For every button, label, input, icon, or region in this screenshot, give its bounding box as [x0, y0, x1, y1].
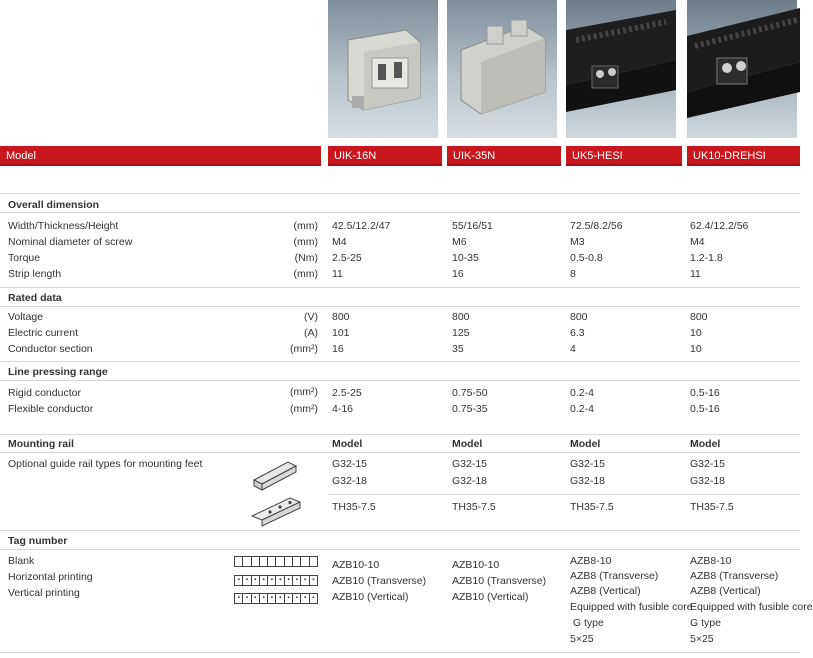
cell-rigid: 2.5-25 [332, 387, 362, 399]
cell-tag: AZB10 (Vertical) [332, 591, 409, 603]
section-overall-dimension: Overall dimension [8, 199, 100, 211]
divider [0, 193, 800, 194]
cell-tag: AZB10 (Transverse) [332, 575, 427, 587]
unit-width: (mm) [293, 220, 318, 232]
cell-flexible: 0.5-16 [690, 403, 720, 415]
section-mounting-rail: Mounting rail [8, 438, 74, 450]
cell-tag: 5×25 [690, 633, 714, 645]
cell-rail-g2: G32-18 [452, 475, 488, 487]
cell-tag: G type [690, 617, 721, 629]
cell-voltage: 800 [570, 311, 588, 323]
cell-rail-th: TH35-7.5 [690, 501, 734, 513]
divider [0, 361, 800, 362]
cell-screw: M3 [570, 236, 585, 248]
unit-current: (A) [304, 327, 318, 339]
row-label-flexible: Flexible conductor [8, 403, 94, 415]
row-label-blank: Blank [8, 555, 35, 567]
cell-tag: 5×25 [570, 633, 594, 645]
cell-rigid: 0.2-4 [570, 387, 594, 399]
cell-tag: AZB8-10 [690, 555, 732, 567]
cell-rail-g2: G32-18 [570, 475, 606, 487]
rail-th35-image [250, 494, 302, 528]
cell-tag: AZB8-10 [570, 555, 612, 567]
cell-flexible: 0.75-35 [452, 403, 488, 415]
section-line-pressing-range: Line pressing range [8, 366, 108, 378]
unit-strip: (mm) [293, 268, 318, 280]
cell-rail-g2: G32-18 [690, 475, 726, 487]
cell-rail-th: TH35-7.5 [332, 501, 376, 513]
cell-flexible: 4-16 [332, 403, 354, 415]
cell-width: 62.4/12.2/56 [690, 220, 749, 232]
cell-tag: AZB10 (Vertical) [452, 591, 529, 603]
cell-tag: AZB8 (Transverse) [690, 570, 779, 582]
row-label-guide-rail: Optional guide rail types for mounting feet [8, 458, 203, 470]
divider [0, 287, 800, 288]
product-name: UIK-16N [334, 150, 377, 162]
divider [0, 212, 800, 213]
divider [0, 549, 800, 550]
mounting-model-heading: Model [332, 438, 363, 450]
tag-strip-blank-image [234, 556, 318, 567]
cell-rail-th: TH35-7.5 [452, 501, 496, 513]
tag-strip-horizontal-image: ▪ ▪ ▪ ▪ ▪ ▪ ▪ ▪ ▪ ▪ [234, 575, 318, 586]
mounting-model-heading: Model [452, 438, 483, 450]
row-label-screw: Nominal diameter of screw [8, 236, 133, 248]
cell-current: 10 [690, 327, 702, 339]
divider [0, 380, 800, 381]
cell-torque: 2.5-25 [332, 252, 362, 264]
cell-rail-g2: G32-18 [332, 475, 368, 487]
product-photo-uk10drehsi [687, 0, 797, 138]
cell-rail-th: TH35-7.5 [570, 501, 614, 513]
row-label-voltage: Voltage [8, 311, 44, 323]
cell-voltage: 800 [452, 311, 470, 323]
unit-rigid: (mm²) [290, 386, 318, 398]
cell-tag: Equipped with fusible core [570, 601, 693, 613]
cell-strip: 11 [690, 268, 701, 280]
product-photo-uik35n [447, 0, 557, 138]
cell-tag: G type [570, 617, 604, 629]
row-label-strip: Strip length [8, 268, 62, 280]
cell-rigid: 0.75-50 [452, 387, 488, 399]
cell-rail-g1: G32-15 [570, 458, 606, 470]
cell-width: 55/16/51 [452, 220, 493, 232]
row-label-torque: Torque [8, 252, 41, 264]
product-name-header [687, 146, 800, 166]
product-name: UK5-HESI [572, 150, 623, 162]
cell-section: 16 [332, 343, 344, 355]
cell-tag: AZB8 (Transverse) [570, 570, 659, 582]
cell-width: 72.5/8.2/56 [570, 220, 623, 232]
model-header-label: Model [6, 150, 36, 162]
unit-section: (mm²) [290, 343, 318, 355]
cell-flexible: 0.2-4 [570, 403, 594, 415]
cell-width: 42.5/12.2/47 [332, 220, 391, 232]
cell-tag: AZB8 (Vertical) [690, 585, 761, 597]
cell-rail-g1: G32-15 [332, 458, 368, 470]
product-photo-uik16n [328, 0, 438, 138]
unit-flexible: (mm²) [290, 403, 318, 415]
row-label-section: Conductor section [8, 343, 93, 355]
section-tag-number: Tag number [8, 535, 68, 547]
divider [0, 530, 800, 531]
model-header [0, 146, 321, 166]
cell-section: 4 [570, 343, 576, 355]
unit-screw: (mm) [293, 236, 318, 248]
divider [0, 306, 800, 307]
product-photo-uk5hesi [566, 0, 676, 138]
cell-voltage: 800 [690, 311, 708, 323]
row-label-width: Width/Thickness/Height [8, 220, 119, 232]
section-rated-data: Rated data [8, 292, 62, 304]
cell-strip: 11 [332, 268, 343, 280]
product-name-header [447, 146, 561, 166]
cell-rail-g1: G32-15 [690, 458, 726, 470]
cell-strip: 16 [452, 268, 464, 280]
cell-tag: Equipped with fusible core [690, 601, 813, 613]
unit-torque: (Nm) [294, 252, 318, 264]
cell-voltage: 800 [332, 311, 350, 323]
row-label-rigid: Rigid conductor [8, 387, 81, 399]
cell-tag: AZB10-10 [332, 559, 380, 571]
divider [0, 434, 800, 435]
cell-section: 10 [690, 343, 702, 355]
row-label-current: Electric current [8, 327, 79, 339]
mounting-model-heading: Model [570, 438, 601, 450]
cell-torque: 0.5-0.8 [570, 252, 603, 264]
tag-strip-vertical-image: ▪ ▪ ▪ ▪ ▪ ▪ ▪ ▪ ▪ ▪ [234, 593, 318, 604]
cell-torque: 1.2-1.8 [690, 252, 723, 264]
cell-rigid: 0.5-16 [690, 387, 720, 399]
product-name-header [328, 146, 442, 166]
cell-torque: 10-35 [452, 252, 479, 264]
cell-tag: AZB10 (Transverse) [452, 575, 547, 587]
cell-current: 125 [452, 327, 470, 339]
cell-strip: 8 [570, 268, 576, 280]
divider [0, 452, 800, 453]
cell-tag: AZB10-10 [452, 559, 500, 571]
product-name-header [566, 146, 682, 166]
product-name: UK10-DREHSI [693, 150, 766, 162]
cell-current: 6.3 [570, 327, 585, 339]
cell-rail-g1: G32-15 [452, 458, 488, 470]
product-name: UIK-35N [453, 150, 496, 162]
divider [328, 494, 800, 495]
cell-screw: M4 [690, 236, 705, 248]
unit-voltage: (V) [304, 311, 318, 323]
row-label-horizontal: Horizontal printing [8, 571, 93, 583]
cell-screw: M6 [452, 236, 467, 248]
rail-g32-image [250, 458, 300, 492]
divider [0, 652, 800, 653]
cell-screw: M4 [332, 236, 347, 248]
row-label-vertical: Vertical printing [8, 587, 80, 599]
cell-section: 35 [452, 343, 464, 355]
mounting-model-heading: Model [690, 438, 721, 450]
cell-current: 101 [332, 327, 350, 339]
cell-tag: AZB8 (Vertical) [570, 585, 641, 597]
